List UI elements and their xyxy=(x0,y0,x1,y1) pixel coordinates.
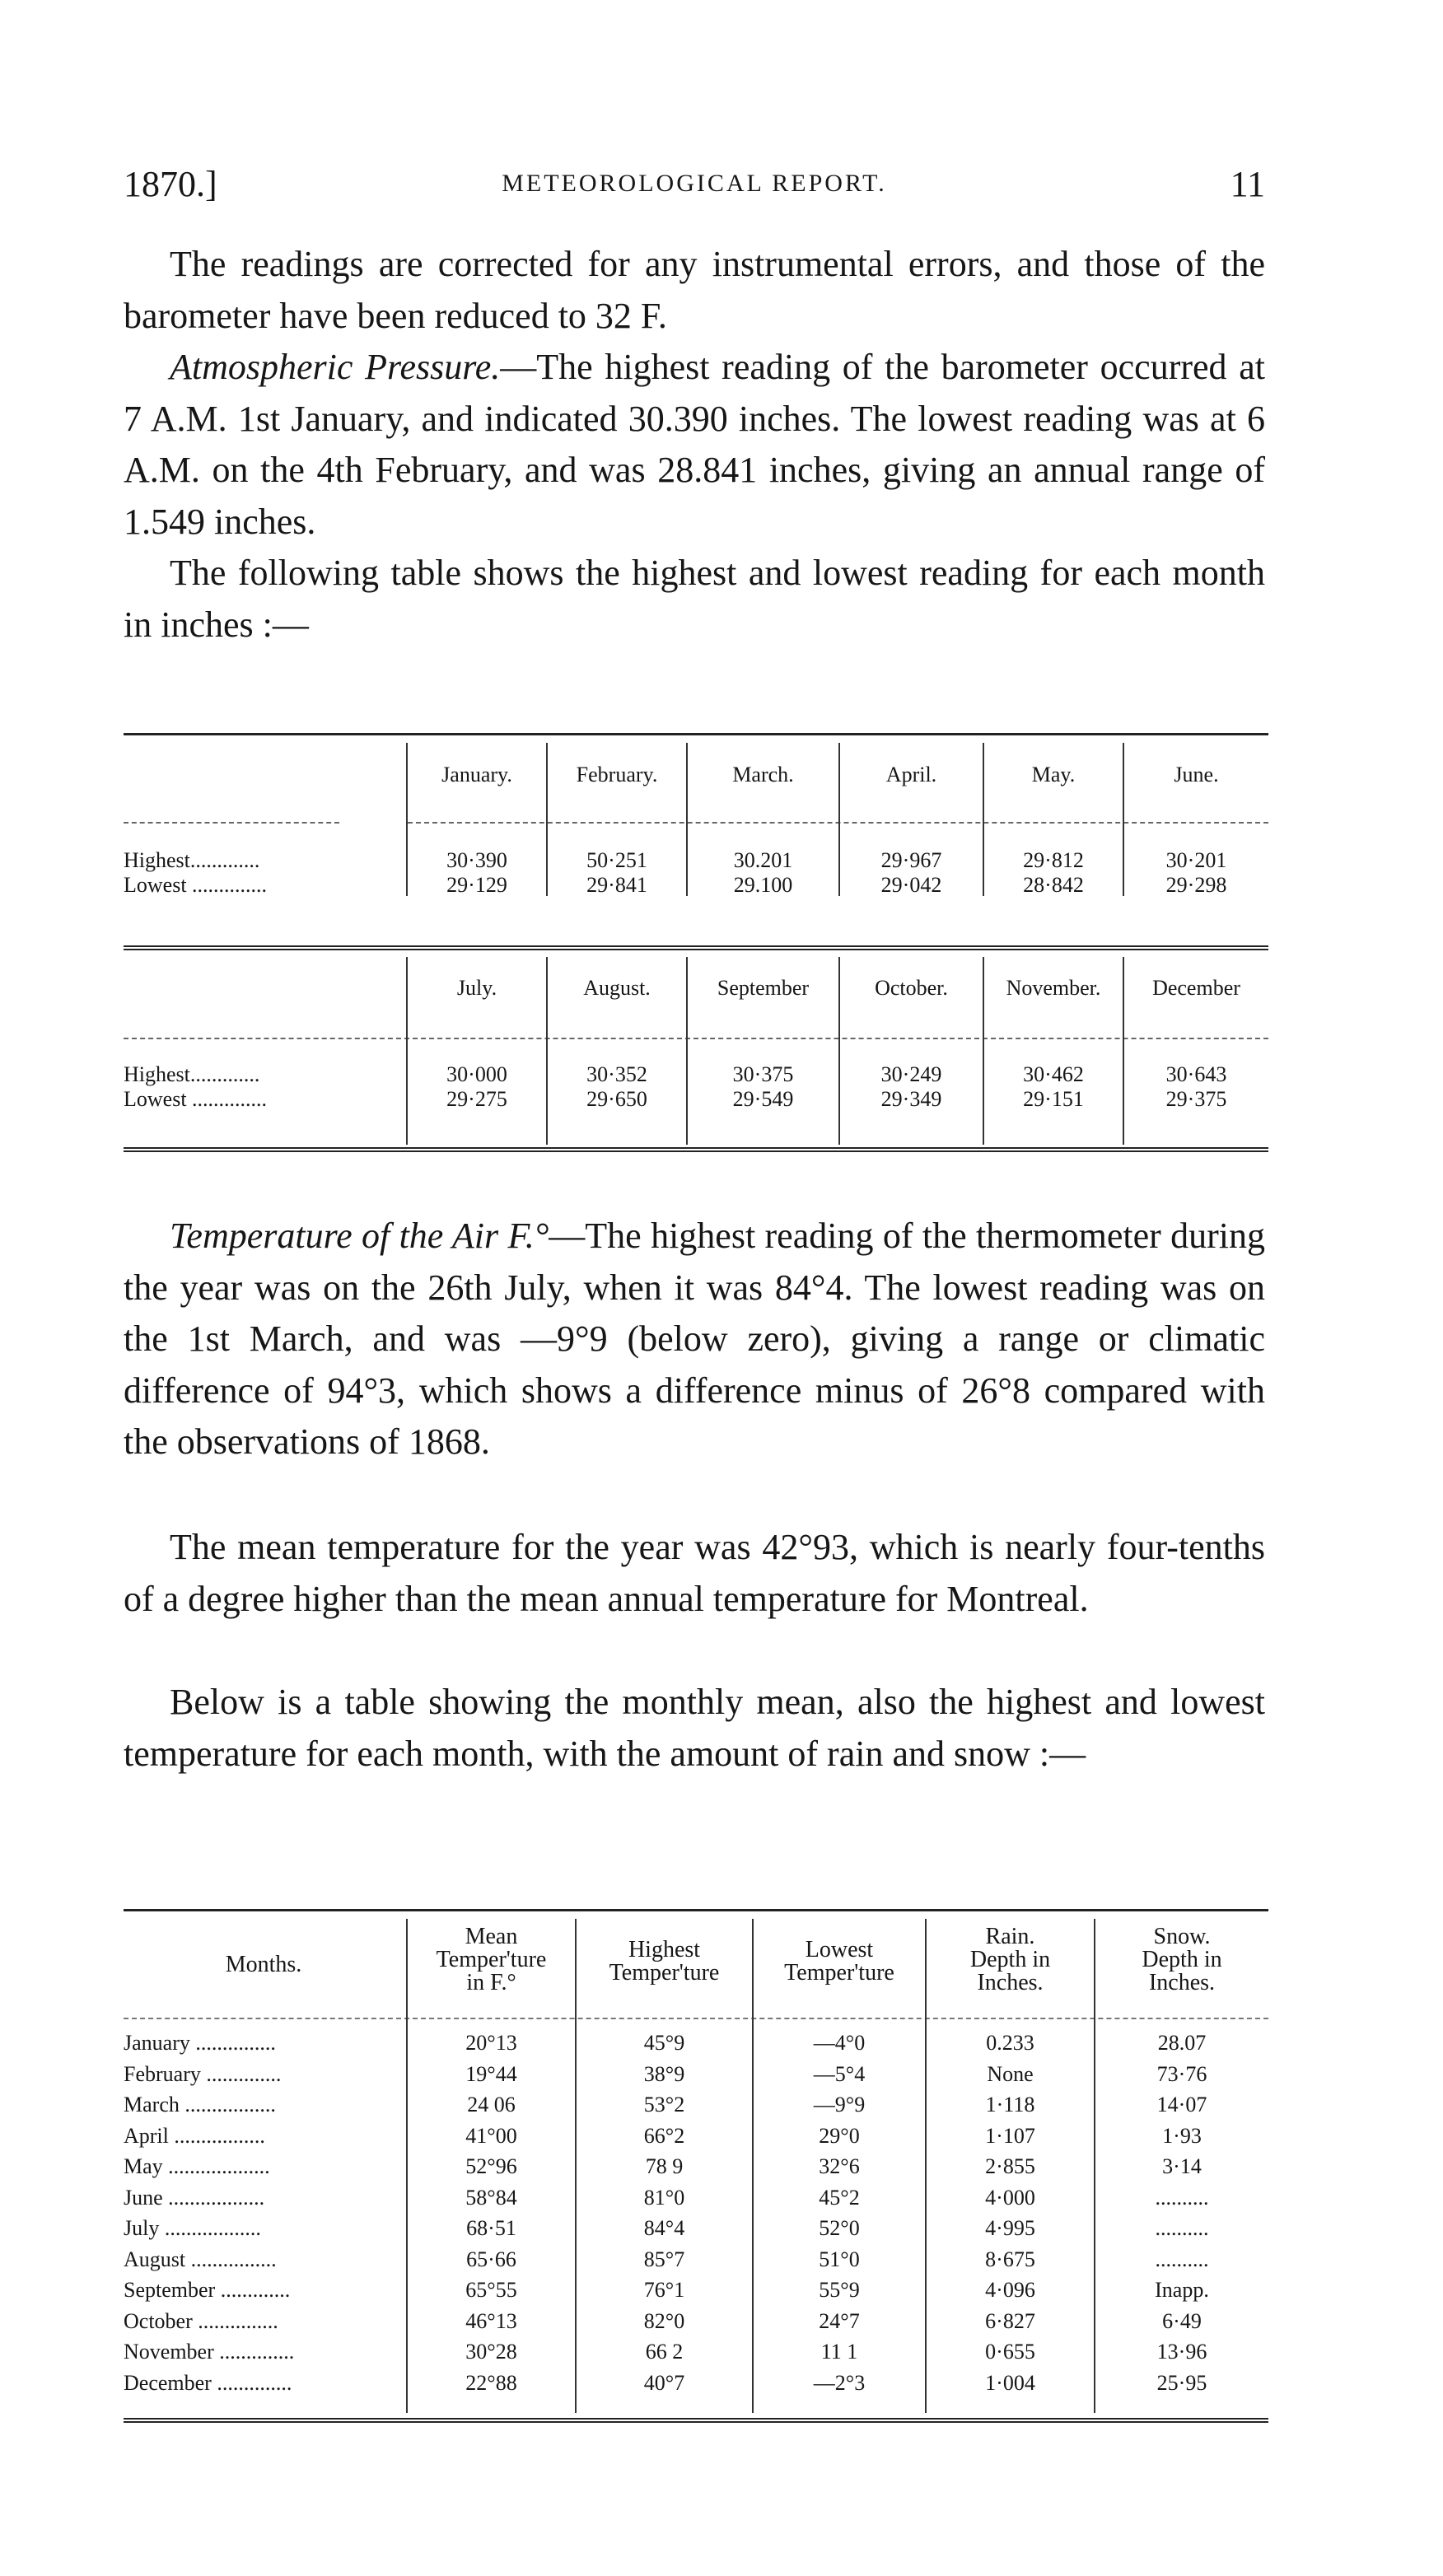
temp-cell-rain: 0.233 xyxy=(986,2031,1034,2055)
temp-cell-mean: 46°13 xyxy=(465,2308,517,2333)
pressure-value: 50·251 xyxy=(586,848,647,872)
temp-cell-low: 52°0 xyxy=(819,2216,860,2240)
temp-cell-snow: 3·14 xyxy=(1162,2154,1202,2178)
temp-header-months: Months. xyxy=(225,1952,302,1977)
temp-cell-mean: 65·66 xyxy=(466,2247,516,2271)
temp-cell-low: 45°2 xyxy=(819,2185,860,2210)
pressure-value: 29·650 xyxy=(586,1087,647,1111)
pressure-month-header: June. xyxy=(1174,763,1219,786)
temp-cell-mean: 20°13 xyxy=(465,2031,517,2055)
running-header xyxy=(124,163,1265,206)
temp-cell-mean: 30°28 xyxy=(465,2340,517,2364)
pressure-value: 30·000 xyxy=(446,1062,507,1086)
temp-cell-mean: 22°88 xyxy=(465,2370,517,2395)
temp-cell-rain: 0·655 xyxy=(985,2340,1035,2364)
temp-cell-mean: 68·51 xyxy=(466,2216,516,2240)
temp-cell-low: 11 1 xyxy=(820,2340,858,2364)
temp-header-snow: Snow. Depth in Inches. xyxy=(1142,1924,1222,1995)
pressure-value: 30·249 xyxy=(880,1062,942,1086)
temp-cell-mean: 24 06 xyxy=(467,2093,516,2116)
pressure-value: 29·549 xyxy=(732,1087,794,1111)
pressure-value: 29·967 xyxy=(880,848,942,872)
mean-temperature-text: The mean temperature for the year was 42°93, which is nearly four-tenths of a degree higher than the mean annual temperature for Montreal. xyxy=(124,1527,1265,1619)
temp-cell-high: 66 2 xyxy=(645,2340,684,2364)
temp-cell-low: 55°9 xyxy=(819,2278,860,2302)
temp-cell-low: —5°4 xyxy=(813,2061,866,2086)
atmospheric-pressure-heading: Atmospheric Pressure. xyxy=(170,347,501,387)
paragraph-temperature xyxy=(124,1211,1265,1468)
temp-header-highest: Highest Temper'ture xyxy=(609,1937,720,1986)
temp-cell-high: 76°1 xyxy=(643,2278,685,2302)
temp-cell-high: 45°9 xyxy=(643,2031,685,2055)
pressure-value: 29·841 xyxy=(586,873,647,897)
pressure-value: 30·462 xyxy=(1023,1062,1084,1086)
temp-cell-snow: 1·93 xyxy=(1162,2123,1202,2148)
pressure-month-header: February. xyxy=(576,763,658,786)
temp-row-month: October ............... xyxy=(124,2308,278,2333)
temp-cell-high: 81°0 xyxy=(643,2185,685,2210)
pressure-value: 30·201 xyxy=(1165,848,1227,872)
temp-cell-rain: 1·107 xyxy=(985,2123,1035,2148)
temp-header-rain: Rain. Depth in Inches. xyxy=(969,1924,1051,1995)
temp-row-month: February .............. xyxy=(124,2061,282,2086)
pressure-month-header: October. xyxy=(875,976,948,1000)
pressure-month-header: March. xyxy=(732,763,794,786)
temp-cell-high: 66°2 xyxy=(643,2123,685,2148)
temp-cell-snow: Inapp. xyxy=(1155,2278,1209,2302)
header-year: 1870.] xyxy=(124,164,217,204)
pressure-value: 29·349 xyxy=(880,1087,942,1111)
temp-cell-low: 29°0 xyxy=(819,2123,860,2148)
temp-cell-snow: 28.07 xyxy=(1157,2031,1207,2055)
temp-cell-mean: 52°96 xyxy=(465,2154,517,2178)
pressure-value: 29·151 xyxy=(1023,1087,1084,1111)
paragraph-readings xyxy=(124,239,1265,342)
temp-header-mean: Mean Temper'ture in F.° xyxy=(436,1924,547,1995)
temp-cell-rain: 1·004 xyxy=(985,2370,1035,2395)
temp-cell-high: 84°4 xyxy=(643,2216,685,2240)
pressure-value: 29·375 xyxy=(1165,1087,1227,1111)
temp-cell-high: 40°7 xyxy=(643,2370,685,2395)
pressure-row-label-lowest: Lowest .............. xyxy=(124,873,268,897)
temp-cell-rain: 1·118 xyxy=(985,2093,1035,2116)
temp-header-lowest: Lowest Temper'ture xyxy=(784,1937,894,1986)
pressure-row-label-highest: Highest............. xyxy=(124,1062,260,1086)
temp-cell-rain: 2·855 xyxy=(985,2154,1035,2178)
pressure-row-label-highest: Highest............. xyxy=(124,848,260,872)
paragraph-readings-text: The readings are corrected for any instrumental errors, and those of the barometer have been reduced to 32 F. xyxy=(124,244,1265,336)
temp-cell-rain: None xyxy=(987,2061,1034,2086)
temp-cell-low: 24°7 xyxy=(819,2308,860,2333)
temp-cell-low: —4°0 xyxy=(813,2031,866,2055)
atmospheric-pressure-text: —The highest reading of the barometer occurred at 7 A.M. 1st January, and indicated 30.390 inches. The lowest reading was at 6 A.M. on the 4th February, and was 28.841 inches, giving an annual range of 1.549 inches. xyxy=(124,347,1265,542)
temp-row-month: May ................... xyxy=(124,2154,270,2178)
temp-cell-low: 51°0 xyxy=(819,2247,860,2271)
temp-cell-snow: .......... xyxy=(1155,2185,1209,2210)
temperature-heading: Temperature of the Air F.° xyxy=(170,1216,549,1256)
pressure-month-header: May. xyxy=(1031,763,1076,786)
temp-cell-high: 53°2 xyxy=(643,2093,685,2116)
pressure-value: 29.100 xyxy=(733,873,793,897)
pressure-month-header: December xyxy=(1152,976,1240,1000)
pressure-value: 29·129 xyxy=(446,873,507,897)
temp-cell-snow: .......... xyxy=(1155,2216,1209,2240)
temp-row-month: November .............. xyxy=(124,2340,295,2364)
pressure-value: 29·298 xyxy=(1165,873,1227,897)
pressure-row-label-lowest: Lowest .............. xyxy=(124,1087,268,1111)
temperature-text: —The highest reading of the thermometer during the year was on the 26th July, when it was 84°4. The lowest reading was on the 1st March, and was —9°9 (below zero), giving a range or climatic difference of 94°3, which shows a difference minus of 26°8 compared with the observations of 1868. xyxy=(124,1216,1265,1462)
temp-cell-snow: 6·49 xyxy=(1162,2308,1202,2333)
temp-cell-low: —9°9 xyxy=(813,2093,866,2116)
temp-row-month: April ................. xyxy=(124,2123,265,2148)
table-intro-text: The following table shows the highest and lowest reading for each month in inches :— xyxy=(124,553,1265,645)
pressure-value: 30·352 xyxy=(586,1062,647,1086)
temp-row-month: August ................ xyxy=(124,2247,277,2271)
temp-cell-snow: 13·96 xyxy=(1156,2340,1207,2364)
paragraph-atmospheric-pressure xyxy=(124,342,1265,548)
temp-row-month: December .............. xyxy=(124,2370,292,2395)
paragraph-table-intro xyxy=(124,548,1265,651)
temp-cell-rain: 4·096 xyxy=(985,2278,1035,2302)
temp-row-month: July .................. xyxy=(124,2216,261,2240)
pressure-month-header: April. xyxy=(885,763,937,786)
temp-cell-high: 85°7 xyxy=(643,2247,685,2271)
header-title: METEOROLOGICAL REPORT. xyxy=(502,170,887,197)
temp-cell-snow: 14·07 xyxy=(1156,2093,1207,2116)
pressure-value: 28·842 xyxy=(1023,873,1084,897)
temp-cell-mean: 65°55 xyxy=(465,2278,517,2302)
pressure-month-header: November. xyxy=(1006,976,1101,1000)
pressure-value: 30·390 xyxy=(446,848,507,872)
pressure-value: 29·812 xyxy=(1023,848,1084,872)
pressure-value: 29·275 xyxy=(446,1087,507,1111)
table2-intro-text: Below is a table showing the monthly mean, also the highest and lowest temperature for each month, with the amount of rain and snow :— xyxy=(124,1682,1265,1774)
pressure-value: 30.201 xyxy=(733,848,793,872)
temp-cell-high: 82°0 xyxy=(643,2308,685,2333)
temp-cell-rain: 4·000 xyxy=(985,2185,1035,2210)
temp-row-month: March ................. xyxy=(124,2093,276,2116)
temp-cell-snow: 25·95 xyxy=(1156,2370,1207,2395)
temp-cell-high: 38°9 xyxy=(643,2061,685,2086)
temp-cell-mean: 41°00 xyxy=(465,2123,517,2148)
pressure-value: 30·643 xyxy=(1165,1062,1227,1086)
pressure-value: 29·042 xyxy=(880,873,942,897)
temp-cell-rain: 8·675 xyxy=(985,2247,1035,2271)
temp-cell-low: —2°3 xyxy=(813,2370,866,2395)
temp-row-month: September ............. xyxy=(124,2278,291,2302)
temp-cell-snow: .......... xyxy=(1155,2247,1209,2271)
paragraph-mean-temperature xyxy=(124,1522,1265,1625)
pressure-month-header: January. xyxy=(441,763,512,786)
temp-cell-low: 32°6 xyxy=(819,2154,860,2178)
temp-cell-rain: 4·995 xyxy=(985,2216,1035,2240)
temp-row-month: June .................. xyxy=(124,2185,265,2210)
pressure-value: 30·375 xyxy=(732,1062,794,1086)
temp-cell-high: 78 9 xyxy=(645,2154,684,2178)
temp-cell-mean: 19°44 xyxy=(465,2061,517,2086)
temp-cell-rain: 6·827 xyxy=(985,2308,1035,2333)
page-number: 11 xyxy=(1230,164,1265,204)
paragraph-table2-intro xyxy=(124,1677,1265,1780)
pressure-month-header: August. xyxy=(583,976,651,1000)
pressure-month-header: July. xyxy=(456,976,497,1000)
temp-cell-snow: 73·76 xyxy=(1156,2061,1207,2086)
temp-row-month: January ............... xyxy=(124,2031,276,2055)
temp-cell-mean: 58°84 xyxy=(465,2185,517,2210)
pressure-month-header: September xyxy=(717,976,810,1000)
